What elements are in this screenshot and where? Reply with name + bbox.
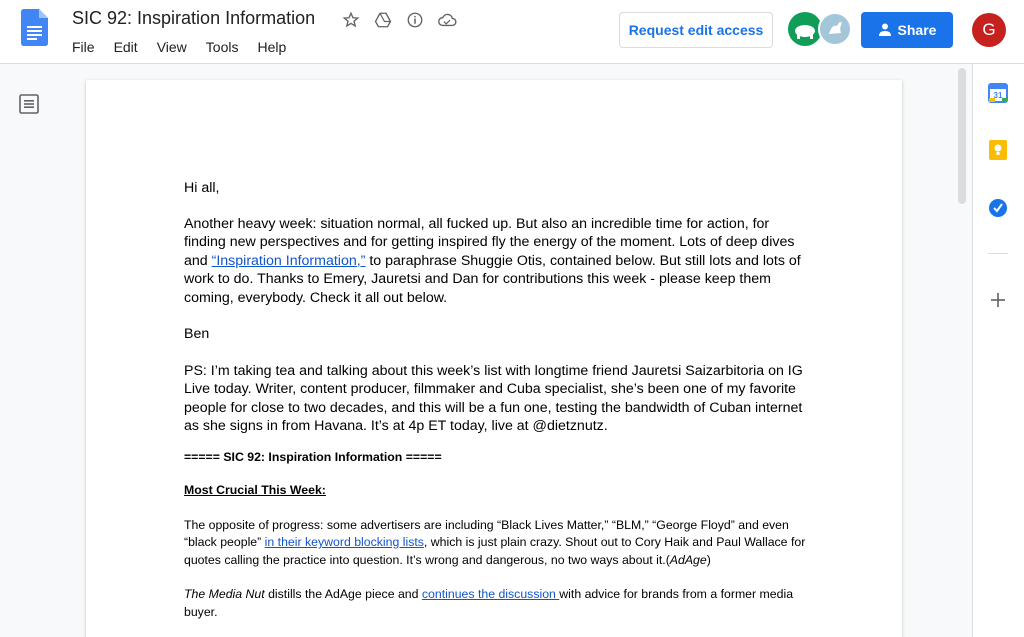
section-title: ===== SIC 92: Inspiration Information ===== [184, 449, 442, 464]
share-label: Share [897, 22, 937, 38]
scrollbar-thumb[interactable] [958, 68, 966, 204]
anonymous-avatar-2[interactable] [818, 12, 852, 46]
outline-icon[interactable] [18, 93, 40, 115]
tasks-icon[interactable] [986, 196, 1010, 220]
document-page[interactable] [86, 80, 902, 637]
drive-icon[interactable] [372, 9, 394, 31]
share-button[interactable] [861, 12, 953, 48]
add-icon[interactable] [986, 288, 1010, 312]
signoff: Ben [184, 326, 210, 342]
greeting: Hi all, [184, 180, 220, 196]
document-body[interactable] [184, 179, 814, 621]
menu-bar [72, 38, 305, 56]
ps-paragraph: PS: I’m taking tea and talking about this week’s list with longtime friend Jauretsi Saizarbitoria on IG Live today. Writer, content producer, filmmaker and Cuba specialist, she’s been one of my favorite people for close to two decades, and this will be a fun one, testing the bandwidth of Cuban internet as she signs in from Havana. It’s at 4p ET today, live at @dietznutz. [184, 362, 803, 434]
top-bar [0, 0, 1024, 64]
info-icon[interactable] [404, 9, 426, 31]
calendar-icon[interactable] [986, 81, 1010, 105]
share-lock-icon [878, 22, 892, 38]
intro-paragraph: Another heavy week: situation normal, all fucked up. But also an incredible time for action, for finding new perspectives and for getting inspired fly the energy of the moment. Lots of deep dives and “Inspiration Information,” to paraphrase Shuggie Otis, contained below. But still lots and lots of work to do. Thanks to Emery, Jauretsi and Dan for contributions this week - please keep them coming, everybody. Check it all out below. [184, 215, 801, 306]
star-icon[interactable] [340, 9, 362, 31]
docs-logo-icon[interactable] [21, 9, 48, 46]
request-edit-access-button[interactable]: Request edit access [619, 12, 773, 48]
inspiration-information-link[interactable]: “Inspiration Information,” [211, 252, 366, 269]
cloud-icon[interactable] [436, 9, 458, 31]
menu-file[interactable]: File [72, 39, 95, 55]
media-nut-paragraph: The Media Nut distills the AdAge piece and continues the discussion with advice for brands from a former media buyer. [184, 587, 794, 619]
side-divider [988, 253, 1008, 254]
svg-text:31: 31 [993, 91, 1003, 100]
doc-title[interactable]: SIC 92: Inspiration Information [72, 8, 316, 28]
crucial-heading: Most Crucial This Week: [184, 483, 326, 497]
continues-discussion-link[interactable]: continues the discussion [421, 587, 560, 601]
menu-view[interactable]: View [156, 39, 187, 55]
anonymous-avatar[interactable] [788, 12, 822, 46]
menu-edit[interactable]: Edit [113, 39, 138, 55]
user-avatar[interactable]: G [972, 13, 1006, 47]
menu-help[interactable]: Help [257, 39, 287, 55]
progress-paragraph: The opposite of progress: some advertisers are including “Black Lives Matter,” “BLM,” “George Floyd” and even “black people” in their keyword blocking lists, which is just plain crazy. Shout out to Cory Haik and Paul Wallace for quotes calling the practice into question. It’s wrong and dangerous, no two ways about it.(AdAge) [184, 517, 806, 567]
keep-icon[interactable] [986, 138, 1010, 162]
keyword-blocking-link[interactable]: in their keyword blocking lists [264, 535, 424, 549]
menu-tools[interactable]: Tools [205, 39, 239, 55]
